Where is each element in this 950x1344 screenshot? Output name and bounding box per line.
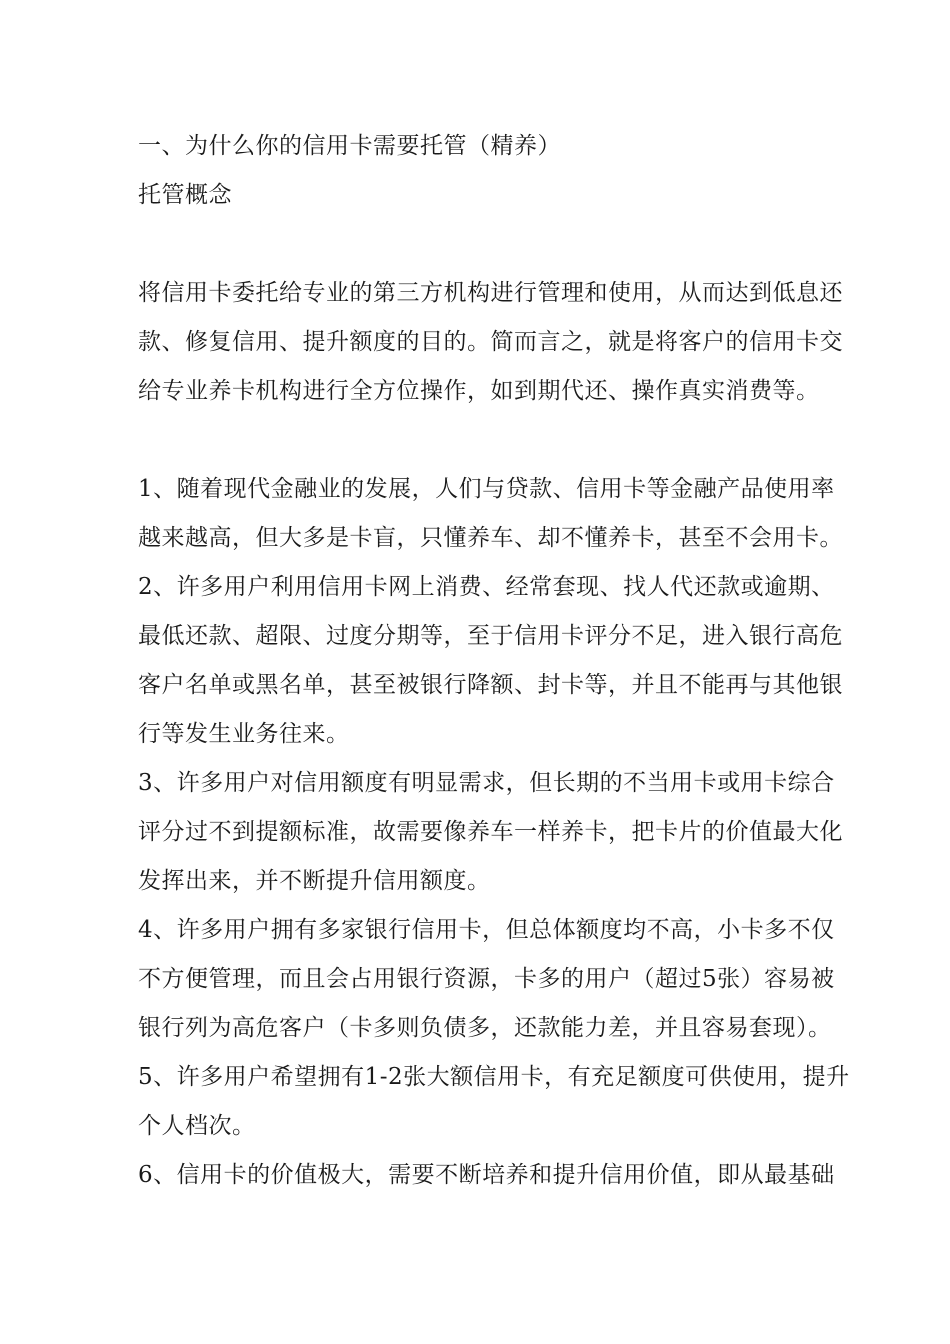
paragraph-line: 越来越高，但大多是卡盲，只懂养车、却不懂养卡，甚至不会用卡。 bbox=[138, 525, 843, 551]
definition-paragraph bbox=[138, 269, 843, 416]
paragraph-line: 评分过不到提额标准，故需要像养车一样养卡，把卡片的价值最大化 bbox=[138, 819, 843, 845]
section-subheading: 托管概念 bbox=[138, 182, 232, 208]
blank-line bbox=[138, 416, 828, 465]
paragraph-line: 5、许多用户希望拥有1-2张大额信用卡，有充足额度可供使用，提升 bbox=[138, 1064, 850, 1090]
point-4 bbox=[138, 906, 835, 1053]
blank-line bbox=[138, 220, 828, 269]
paragraph-line: 3、许多用户对信用额度有明显需求，但长期的不当用卡或用卡综合 bbox=[138, 770, 835, 796]
paragraph-line: 款、修复信用、提升额度的目的。简而言之，就是将客户的信用卡交 bbox=[138, 329, 843, 355]
paragraph-line: 银行列为高危客户（卡多则负债多，还款能力差，并且容易套现）。 bbox=[138, 1015, 832, 1041]
paragraph-line: 4、许多用户拥有多家银行信用卡，但总体额度均不高，小卡多不仅 bbox=[138, 917, 835, 943]
paragraph-line: 发挥出来，并不断提升信用额度。 bbox=[138, 868, 491, 894]
point-1 bbox=[138, 465, 843, 563]
paragraph-line: 个人档次。 bbox=[138, 1113, 256, 1139]
paragraph-line: 6、信用卡的价值极大，需要不断培养和提升信用价值，即从最基础 bbox=[138, 1162, 835, 1188]
section-heading: 一、为什么你的信用卡需要托管（精养） bbox=[138, 133, 561, 159]
point-6 bbox=[138, 1151, 835, 1200]
paragraph-line: 客户名单或黑名单，甚至被银行降额、封卡等，并且不能再与其他银 bbox=[138, 672, 843, 698]
document-body bbox=[138, 122, 850, 1200]
paragraph-line: 行等发生业务往来。 bbox=[138, 721, 350, 747]
paragraph-line: 将信用卡委托给专业的第三方机构进行管理和使用，从而达到低息还 bbox=[138, 280, 843, 306]
paragraph-line: 最低还款、超限、过度分期等，至于信用卡评分不足，进入银行高危 bbox=[138, 623, 843, 649]
paragraph-line: 不方便管理，而且会占用银行资源，卡多的用户（超过5张）容易被 bbox=[138, 966, 835, 992]
point-2 bbox=[138, 563, 843, 759]
paragraph-line: 2、许多用户利用信用卡网上消费、经常套现、找人代还款或逾期、 bbox=[138, 574, 835, 600]
point-3 bbox=[138, 759, 843, 906]
paragraph-line: 1、随着现代金融业的发展，人们与贷款、信用卡等金融产品使用率 bbox=[138, 476, 835, 502]
paragraph-line: 给专业养卡机构进行全方位操作，如到期代还、操作真实消费等。 bbox=[138, 378, 820, 404]
point-5 bbox=[138, 1053, 850, 1151]
